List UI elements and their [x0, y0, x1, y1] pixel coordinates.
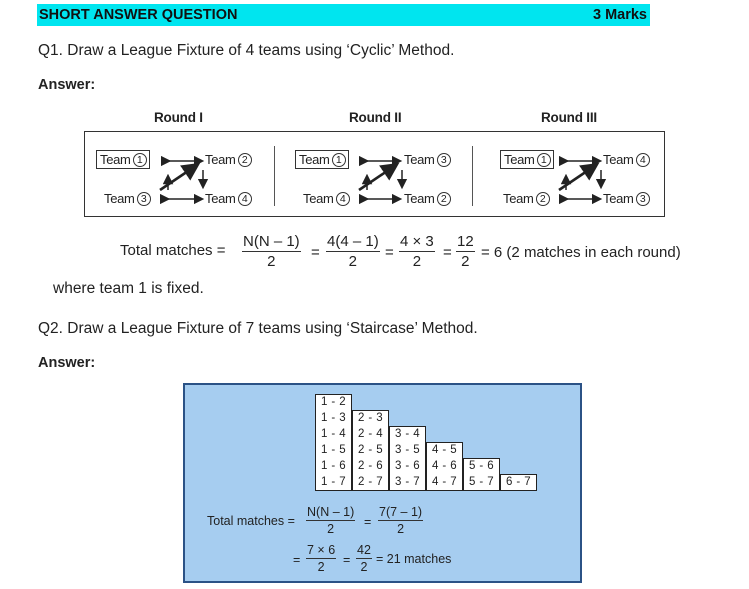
fixture-pair: 4 - 5: [426, 442, 463, 458]
fixture-pair: 1 - 6: [315, 458, 352, 474]
team-number: 2: [238, 153, 252, 167]
arrow-diagonal: [160, 165, 197, 190]
denominator: 2: [306, 520, 355, 536]
equals-sign: =: [364, 515, 372, 529]
arrow-diagonal: [559, 165, 596, 190]
team-number: 3: [137, 192, 151, 206]
equals-sign: =: [385, 244, 394, 261]
team-label: Team: [205, 191, 236, 206]
numerator: N(N – 1): [243, 233, 300, 250]
team-number: 3: [636, 192, 650, 206]
numerator: 7 × 6: [307, 543, 336, 557]
staircase-column: [426, 442, 463, 491]
team-number: 1: [332, 153, 346, 167]
fixture-pair: 3 - 4: [389, 426, 426, 442]
total-matches-label: Total matches =: [207, 514, 295, 528]
fraction-4: [356, 543, 372, 574]
denominator: 2: [326, 251, 380, 270]
fixture-pair: 2 - 6: [352, 458, 389, 474]
numerator: 7(7 – 1): [379, 505, 423, 519]
numerator: 4 × 3: [400, 233, 434, 250]
denominator: 2: [356, 558, 372, 574]
staircase-column: [463, 458, 500, 491]
fixture-pair: 1 - 3: [315, 410, 352, 426]
fixture-pair: 3 - 7: [389, 474, 426, 490]
section-title: SHORT ANSWER QUESTION: [39, 7, 238, 23]
staircase-column: [352, 410, 389, 491]
fixture-pair: 4 - 7: [426, 474, 463, 490]
team-number: 4: [636, 153, 650, 167]
numerator: N(N – 1): [307, 505, 355, 519]
fraction-4: [456, 233, 475, 270]
team-number: 2: [437, 192, 451, 206]
fixture-pair: 6 - 7: [500, 474, 537, 490]
team-number: 1: [133, 153, 147, 167]
marks-label: 3 Marks: [592, 7, 647, 23]
formula-result: = 6 (2 matches in each round): [481, 244, 681, 261]
denominator: 2: [242, 251, 301, 270]
equals-sign: =: [343, 553, 351, 567]
team-label: Team: [104, 191, 135, 206]
answer-label-1: Answer:: [38, 77, 96, 93]
team-label: Team: [404, 191, 435, 206]
fraction-2: [378, 505, 423, 536]
round-title-3: Round III: [541, 110, 597, 125]
total-matches-label: Total matches =: [120, 242, 226, 259]
numerator: 12: [457, 233, 474, 250]
staircase-column: [500, 474, 537, 491]
fraction-3: [399, 233, 435, 270]
team-label: Team: [503, 191, 534, 206]
fixture-pair: 1 - 7: [315, 474, 352, 490]
arrow-diagonal: [359, 165, 396, 190]
fraction-2: [326, 233, 380, 270]
denominator: 2: [399, 251, 435, 270]
fraction-3: [306, 543, 336, 574]
fixture-pair: 1 - 5: [315, 442, 352, 458]
denominator: 2: [306, 558, 336, 574]
team-number: 1: [537, 153, 551, 167]
fraction-1: [306, 505, 355, 536]
equals-sign: =: [443, 244, 452, 261]
answer-label-2: Answer:: [38, 355, 96, 371]
fixture-pair: 2 - 3: [352, 410, 389, 426]
staircase-column: [389, 426, 426, 491]
fixed-team-note: where team 1 is fixed.: [53, 280, 204, 297]
fixture-pair: 2 - 4: [352, 426, 389, 442]
team-label: Team: [504, 152, 535, 167]
question-1: Q1. Draw a League Fixture of 4 teams using ‘Cyclic’ Method.: [38, 42, 455, 59]
denominator: 2: [456, 251, 475, 270]
fixture-pair: 4 - 6: [426, 458, 463, 474]
team-label: Team: [603, 152, 634, 167]
fixture-pair: 5 - 7: [463, 474, 500, 490]
denominator: 2: [378, 520, 423, 536]
team-label: Team: [205, 152, 236, 167]
equals-sign: =: [311, 244, 320, 261]
fixture-pair: 1 - 4: [315, 426, 352, 442]
formula-result: = 21 matches: [376, 552, 452, 566]
fixture-pair: 2 - 5: [352, 442, 389, 458]
fixture-pair: 1 - 2: [315, 394, 352, 410]
team-number: 2: [536, 192, 550, 206]
fraction-1: [242, 233, 301, 270]
numerator: 42: [357, 543, 371, 557]
equals-sign: =: [293, 553, 301, 567]
staircase-column: [315, 394, 352, 491]
numerator: 4(4 – 1): [327, 233, 379, 250]
team-label: Team: [603, 191, 634, 206]
round-title-2: Round II: [349, 110, 402, 125]
fixture-pair: 5 - 6: [463, 458, 500, 474]
team-number: 4: [336, 192, 350, 206]
team-label: Team: [404, 152, 435, 167]
team-label: Team: [100, 152, 131, 167]
fixture-pair: 3 - 6: [389, 458, 426, 474]
round-title-1: Round I: [154, 110, 203, 125]
team-number: 3: [437, 153, 451, 167]
team-number: 4: [238, 192, 252, 206]
team-label: Team: [299, 152, 330, 167]
fixture-pair: 3 - 5: [389, 442, 426, 458]
question-2: Q2. Draw a League Fixture of 7 teams using ‘Staircase’ Method.: [38, 320, 478, 337]
fixture-pair: 2 - 7: [352, 474, 389, 490]
team-label: Team: [303, 191, 334, 206]
